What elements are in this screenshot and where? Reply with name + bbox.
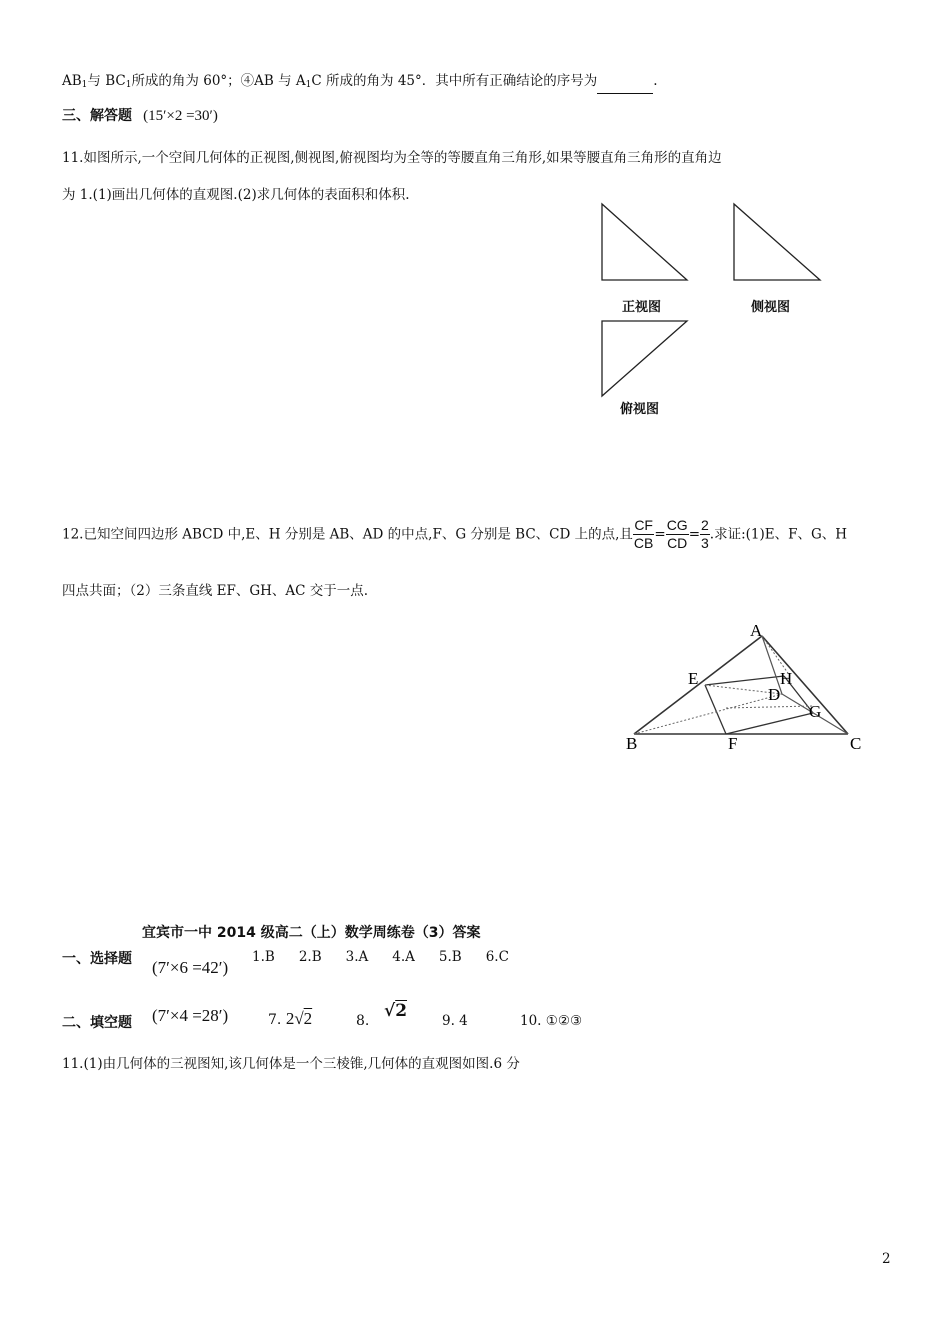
label-h: H [780, 669, 793, 688]
section3-heading: 三、解答题 (15′×2 =30′) [62, 108, 218, 124]
fraction-two-thirds: $\frac{2}{3}$ [701, 517, 709, 551]
label-b: B [626, 734, 638, 753]
top-view-triangle [602, 321, 687, 396]
top-view-label: 俯视图 [620, 402, 660, 417]
choice-answer: 3.A [345, 949, 369, 965]
dashed-fg2 [726, 706, 813, 708]
section3-score: (15′×2 =30′) [143, 108, 218, 124]
edge-fg [726, 713, 813, 734]
choice-answer: 5.B [438, 949, 462, 965]
front-view-triangle [602, 204, 687, 280]
side-view-label: 侧视图 [751, 300, 791, 315]
answer-section1-choices [252, 948, 533, 966]
q12-line1: 12.已知空间四边形 ABCD 中,E、H 分别是 AB、AD 的中点,F、G 分别是 BC、CD 上的点,且 $\frac{CF}{CB}$ = $\frac{CG}{CD}$ = $\frac{2}{3}$ .求证:(1)E、F、G、H [62, 517, 848, 551]
choice-answer: 2.B [298, 949, 322, 965]
label-e: E [688, 669, 699, 688]
edge-bd [634, 694, 782, 734]
front-view-label: 正视图 [622, 300, 662, 315]
label-g: G [809, 702, 822, 721]
q12-line2: 四点共面；（2）三条直线 EF、GH、AC 交于一点. [62, 583, 369, 599]
fraction-cg-cd: $\frac{CG}{CD}$ [666, 517, 688, 551]
page-number: 2 [882, 1251, 891, 1267]
answer-10: 10. ①②③ [520, 1013, 583, 1029]
text-line-1: $AB_1$与 $BC_1$所成的角为 60°；④AB 与 $A_1C$ 所成的角为 45°．其中所有正确结论的序号为 . [62, 72, 658, 94]
choice-answer: 6.C [485, 949, 509, 965]
answer-8: 8. [356, 1013, 370, 1029]
choice-answer: 1.B [252, 949, 275, 965]
label-d: D [768, 685, 781, 704]
answer-8-sqrt: √2 [384, 1001, 408, 1021]
answer-section2: 二、填空题 [62, 1015, 132, 1031]
answer-blank [597, 79, 653, 94]
answer-7: 7. 2√2 [268, 1009, 313, 1028]
q11-line2: 为 1.(1)画出几何体的直观图.(2)求几何体的表面积和体积. [62, 187, 410, 203]
quadrilateral-diagram [620, 618, 880, 758]
choice-answer: 4.A [392, 949, 415, 965]
edge-eh [705, 676, 784, 685]
label-c: C [850, 734, 862, 753]
answer-section2-score: (7′×4 =28′) [152, 1006, 229, 1025]
answer-9: 9. 4 [442, 1013, 468, 1029]
answer-title: 宜宾市一中 2014 级高二（上）数学周练卷（3）答案 [142, 925, 481, 941]
label-f: F [728, 734, 738, 753]
label-a: A [750, 621, 763, 640]
answer-11: 11.(1)由几何体的三视图知,该几何体是一个三棱锥,几何体的直观图如图.6 分 [62, 1056, 520, 1072]
answer-section1: 一、选择题 [62, 951, 132, 967]
q11-line1: 11.如图所示,一个空间几何体的正视图,侧视图,俯视图均为全等的等腰直角三角形,如果等腰直角三角形的直角边 [62, 150, 722, 166]
fraction-cf-cb: $\frac{CF}{CB}$ [633, 517, 654, 551]
side-view-triangle [734, 204, 820, 280]
answer-section1-score: (7′×6 =42′) [152, 958, 229, 977]
